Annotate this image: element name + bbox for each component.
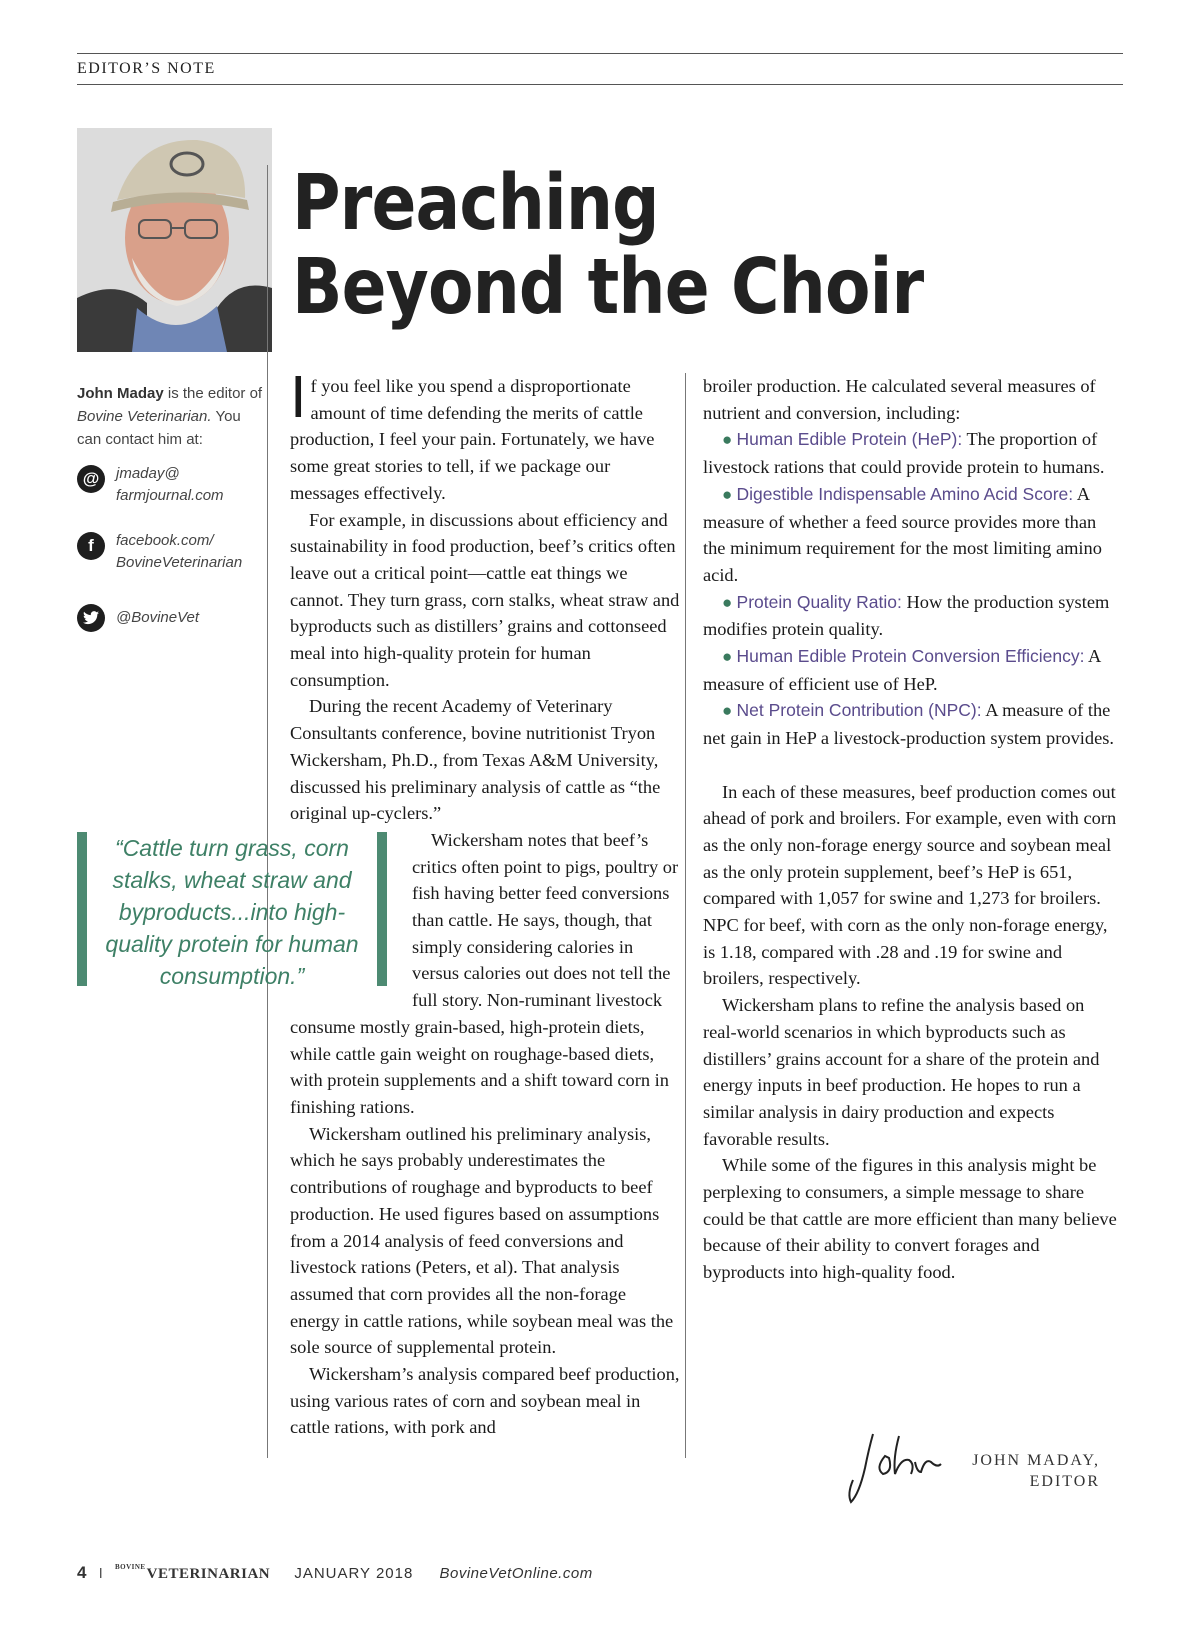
column-divider	[685, 373, 686, 1458]
section-label: EDITOR’S NOTE	[77, 60, 216, 77]
paragraph-9: Wickersham plans to refine the analysis based on real-world scenarios in which byproducts such as distillers’ grains account for a share of the protein and energy inputs in beef production. He hopes to run a similar analysis in dairy production and expects favorable results.	[703, 995, 1100, 1149]
paragraph-3: During the recent Academy of Veterinary Consultants conference, bovine nutritionist Tryon Wickersham, Ph.D., from Texas A&M University, discussed his preliminary analysis of cattle as “the original up-cyclers.”	[290, 696, 661, 824]
paragraph-7: broiler production. He calculated several measures of nutrient and conversion, including:	[703, 376, 1096, 423]
sidebar-divider	[267, 165, 268, 1458]
page-footer	[77, 1563, 593, 1583]
editor-signature	[845, 1428, 945, 1508]
paragraph-4: Wickersham notes that beef’s critics often point to pigs, poultry or fish having better feed conversions than cattle. He says, though, that simply considering calories in versus calories out does not tell the full story. Non-ruminant livestock consume mostly grain-based, high-protein diets, while cattle gain weight on roughage-based diets, with protein supplements and a shift toward corn in finishing rations.	[290, 829, 679, 1117]
magazine-logo: $^{BOVINE}$VETERINARIAN	[114, 1563, 271, 1582]
issue-date: JANUARY 2018	[294, 1565, 414, 1582]
pull-quote	[77, 832, 387, 989]
paragraph-8: In each of these measures, beef production comes out ahead of pork and broilers. For example, even with corn as the only non-forage energy source and soybean meal as the only protein supplement, beef’s HeP is 651, compared with 1,057 for swine and 1,273 for broilers. NPC for beef, with corn as the only non-forage energy, is 1.18, compared with .28 and .19 for swine and broilers, respectively.	[703, 781, 1117, 989]
bullet-hep: ● Human Edible Protein (HeP): The proportion of livestock rations that could provide protein to humans.	[703, 429, 1105, 478]
paragraph-5: Wickersham outlined his preliminary analysis, which he says probably underestimates the contributions of roughage and byproducts to beef production. He used figures based on assumptions from a 2014 analysis of feed conversions and livestock rations (Peters, et al). That analysis assumed that corn provides all the non-forage energy in cattle rations, while soybean meal was the sole source of supplemental protein.	[290, 1123, 674, 1358]
author-name: John Maday	[77, 385, 164, 402]
paragraph-1: If you feel like you spend a disproportionate amount of time defending the merits of cattle production, I feel your pain. Fortunately, we have some great stories to tell, if we package our messages effectively.	[290, 366, 655, 503]
website-link[interactable]: BovineVetOnline.com	[439, 1565, 593, 1582]
bullet-pqr: ● Protein Quality Ratio: How the production system modifies protein quality.	[703, 591, 1110, 640]
paragraph-6: Wickersham’s analysis compared beef production, using various rates of corn and soybean meal in cattle rations, with pork and	[290, 1364, 680, 1438]
publication-name: Bovine Veterinarian.	[77, 408, 212, 425]
page-number: 4	[77, 1563, 87, 1582]
paragraph-10: While some of the figures in this analysis might be perplexing to consumers, a simple message to share could be that cattle are more efficient than many believe because of their ability to convert forages and byproducts into high-quality food.	[703, 1155, 1117, 1283]
dropcap: I	[290, 366, 307, 431]
pull-quote-text: “Cattle turn grass, corn stalks, wheat straw and byproducts...into high-quality protein for human consumption.”	[105, 835, 359, 989]
editor-name: JOHN MADAY, EDITOR	[972, 1452, 1100, 1490]
facebook-icon: f	[77, 532, 105, 560]
bullet-diaas: ● Digestible Indispensable Amino Acid Score: A measure of whether a feed source provides more than the minimum requirement for the most limiting amino acid.	[703, 483, 1102, 585]
bullet-hepce: ● Human Edible Protein Conversion Efficiency: A measure of efficient use of HeP.	[703, 646, 1101, 694]
paragraph-2: For example, in discussions about efficiency and sustainability in food production, beef’s critics often leave out a critical point—cattle eat things we cannot. They turn grass, corn stalks, wheat straw and byproducts such as distillers’ grains and cottonseed meal into high-quality protein for human consumption.	[290, 509, 680, 690]
bullet-npc: ● Net Protein Contribution (NPC): A measure of the net gain in HeP a livestock-production system provides.	[703, 700, 1114, 749]
section-header-bar	[77, 53, 1123, 85]
author-photo	[77, 128, 272, 352]
author-bio: John Maday is the editor of Bovine Veterinarian. You can contact him at:	[77, 385, 263, 448]
article-title: Preaching Beyond the Choir	[292, 159, 924, 332]
article-column-2	[703, 373, 1121, 1286]
at-icon: @	[77, 465, 105, 493]
twitter-icon	[77, 604, 105, 632]
footer-separator: I	[98, 1565, 103, 1582]
